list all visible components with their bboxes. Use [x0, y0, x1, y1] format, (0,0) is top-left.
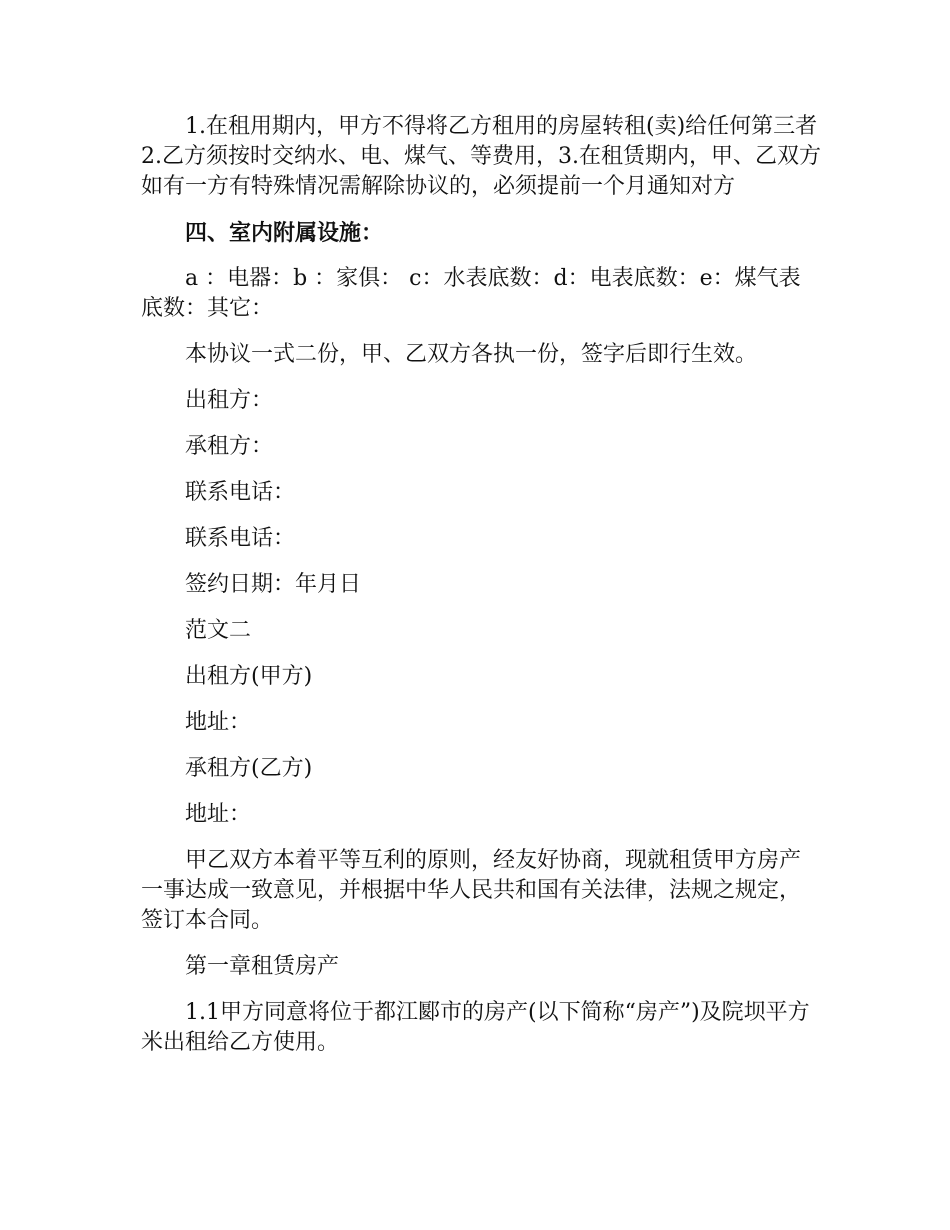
field-lessee-party-b: 承租方(乙方): [185, 756, 313, 781]
field-sign-date: 签约日期：年月日: [185, 572, 362, 597]
field-lessor-party-a: 出租方(甲方): [185, 664, 313, 689]
field-phone-2: 联系电话：: [185, 526, 296, 551]
paragraph-clause-1-1: 1.1甲方同意将位于都江郾市的房产(以下简称“房产”)及院坝平方米出租给乙方使用。: [141, 1000, 810, 1055]
section-heading-facilities: 四、室内附属设施：: [185, 220, 384, 246]
paragraph-facilities-list: a ：电器：b ：家俱： c：水表底数：d：电表底数：e：煤气表底数：其它：: [141, 266, 801, 321]
sample-two-title: 范文二: [185, 618, 252, 643]
chapter-one-heading: 第一章租赁房产: [185, 954, 340, 979]
field-lessor: 出租方：: [185, 388, 274, 413]
field-address-a: 地址：: [185, 710, 252, 735]
document-body: [141, 112, 821, 1074]
paragraph-preamble: 甲乙双方本着平等互利的原则，经友好协商，现就租赁甲方房产一事达成一致意见，并根据中华人民共和国有关法律，法规之规定，签订本合同。: [141, 848, 802, 933]
paragraph-lease-terms: 1.在租用期内，甲方不得将乙方租用的房屋转租(卖)给任何第三者2.乙方须按时交纳水、电、煤气、等费用，3.在租赁期内，甲、乙双方如有一方有特殊情况需解除协议的，必须提前一个月通知对方: [141, 114, 821, 199]
paragraph-copies-effect: 本协议一式二份，甲、乙双方各执一份，签字后即行生效。: [185, 342, 758, 367]
field-lessee: 承租方：: [185, 434, 274, 459]
field-address-b: 地址：: [185, 802, 252, 827]
field-phone-1: 联系电话：: [185, 480, 296, 505]
